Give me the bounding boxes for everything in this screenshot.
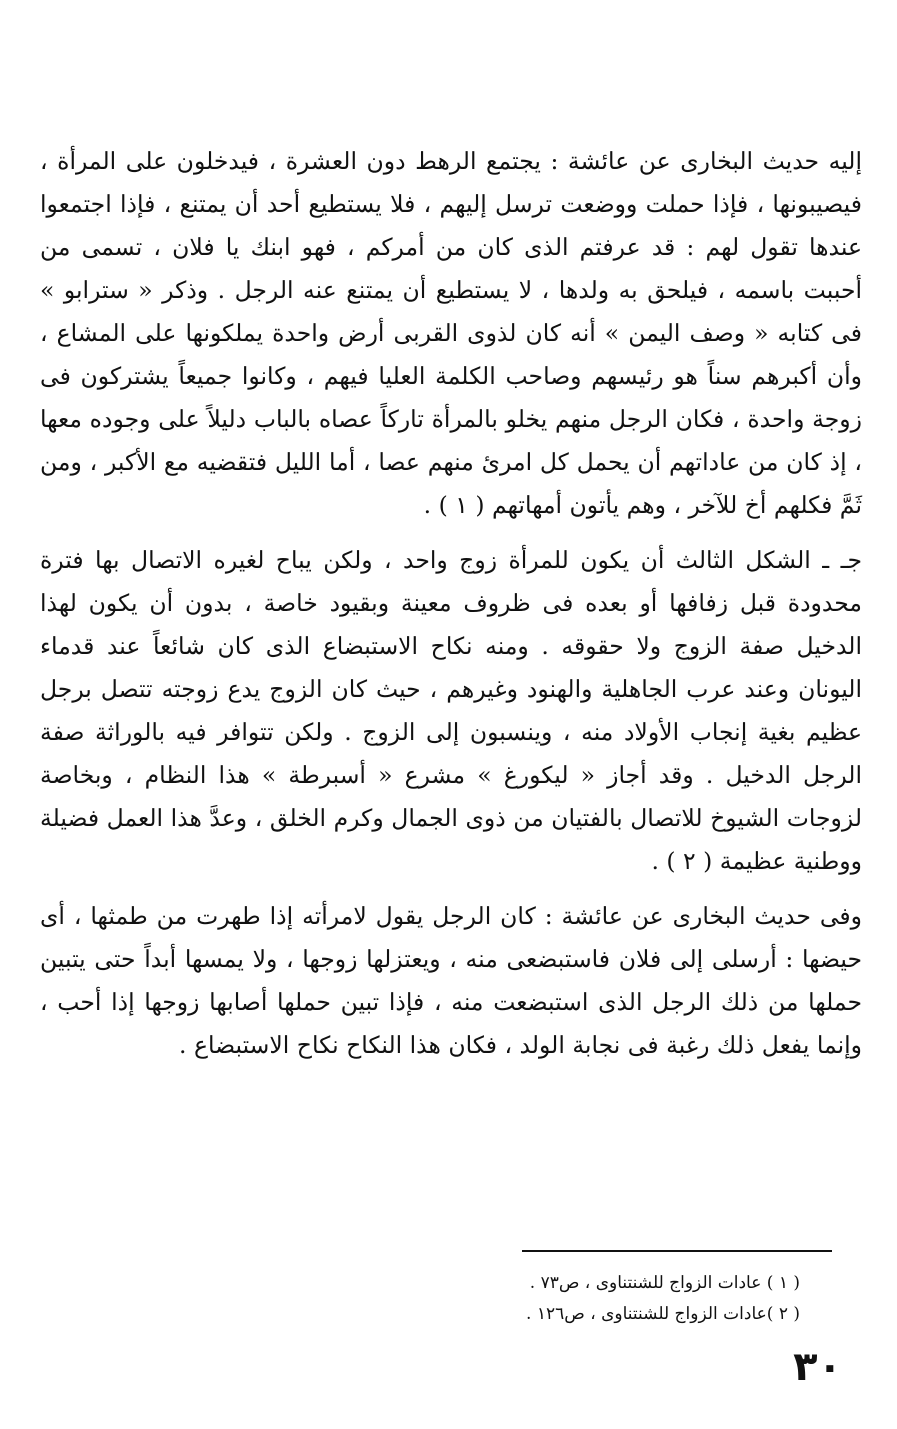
paragraph-1: إليه حديث البخارى عن عائشة : يجتمع الرهط دون العشرة ، فيدخلون على المرأة ، فيصيبونها ، فإذا حملت ووضعت ترسل إليهم ، فلا يستطيع أحد أن يمتنع ، فإذا اجتمعوا عندها تقول لهم : قد عرفتم الذى كان من أمركم ، فهو ابنك يا فلان ، تسمى من أحببت باسمه ، فيلحق به ولدها ، لا يستطيع أن يمتنع عنه الرجل . وذكر « سترابو » فى كتابه « وصف اليمن » أنه كان لذوى القربى أرض واحدة يملكونها على المشاع ، وأن أكبرهم سناً هو رئيسهم وصاحب الكلمة العليا فيهم ، وكانوا جميعاً يشتركون فى زوجة واحدة ، فكان الرجل منهم يخلو بالمرأة تاركاً عصاه بالباب دليلاً على وجوده معها ، إذ كان من عاداتهم أن يحمل كل امرئ منهم عصا ، أما الليل فتقضيه مع الأكبر ، ومن ثَمَّ فكلهم أخ للآخر ، وهم يأتون أمهاتهم ( ١ ) .	[40, 147, 862, 519]
page-body	[40, 140, 862, 1067]
footnote-1: ( ١ ) عادات الزواج للشنتناوى ، ص٧٣ .	[529, 1273, 800, 1293]
footnote-divider	[522, 1250, 832, 1252]
paragraph-3: وفى حديث البخارى عن عائشة : كان الرجل يقول لامرأته إذا طهرت من طمثها ، أى حيضها : أرسلى إلى فلان فاستبضعى منه ، ويعتزلها زوجها ، ولا يمسها أبداً حتى يتبين حملها من ذلك الرجل الذى استبضعت منه ، فإذا تبين حملها أصابها زوجها إذا أحب ، وإنما يفعل ذلك رغبة فى نجابة الولد ، فكان هذا النكاح نكاح الاستبضاع .	[40, 902, 862, 1059]
paragraph-2: جـ ـ الشكل الثالث أن يكون للمرأة زوج واحد ، ولكن يباح لغيره الاتصال بها فترة محدودة قبل زفافها أو بعده فى ظروف معينة وبقيود خاصة ، بدون أن يكون لهذا الدخيل صفة الزوج ولا حقوقه . ومنه نكاح الاستبضاع الذى كان شائعاً عند قدماء اليونان وعند عرب الجاهلية والهنود وغيرهم ، حيث كان الزوج يدع زوجته تتصل برجل عظيم بغية إنجاب الأولاد منه ، وينسبون إلى الزوج . ولكن تتوافر فيه بالوراثة صفة الرجل الدخيل . وقد أجاز « ليكورغ » مشرع « أسبرطة » هذا النظام ، وبخاصة لزوجات الشيوخ للاتصال بالفتيان من ذوى الجمال وكرم الخلق ، وعدَّ هذا العمل فضيلة ووطنية عظيمة ( ٢ ) .	[40, 546, 862, 875]
page-number: ٣٠	[793, 1344, 842, 1390]
footnotes	[300, 1268, 800, 1330]
footnote-2: ( ٢ )عادات الزواج للشنتناوى ، ص١٢٦ .	[526, 1304, 800, 1324]
